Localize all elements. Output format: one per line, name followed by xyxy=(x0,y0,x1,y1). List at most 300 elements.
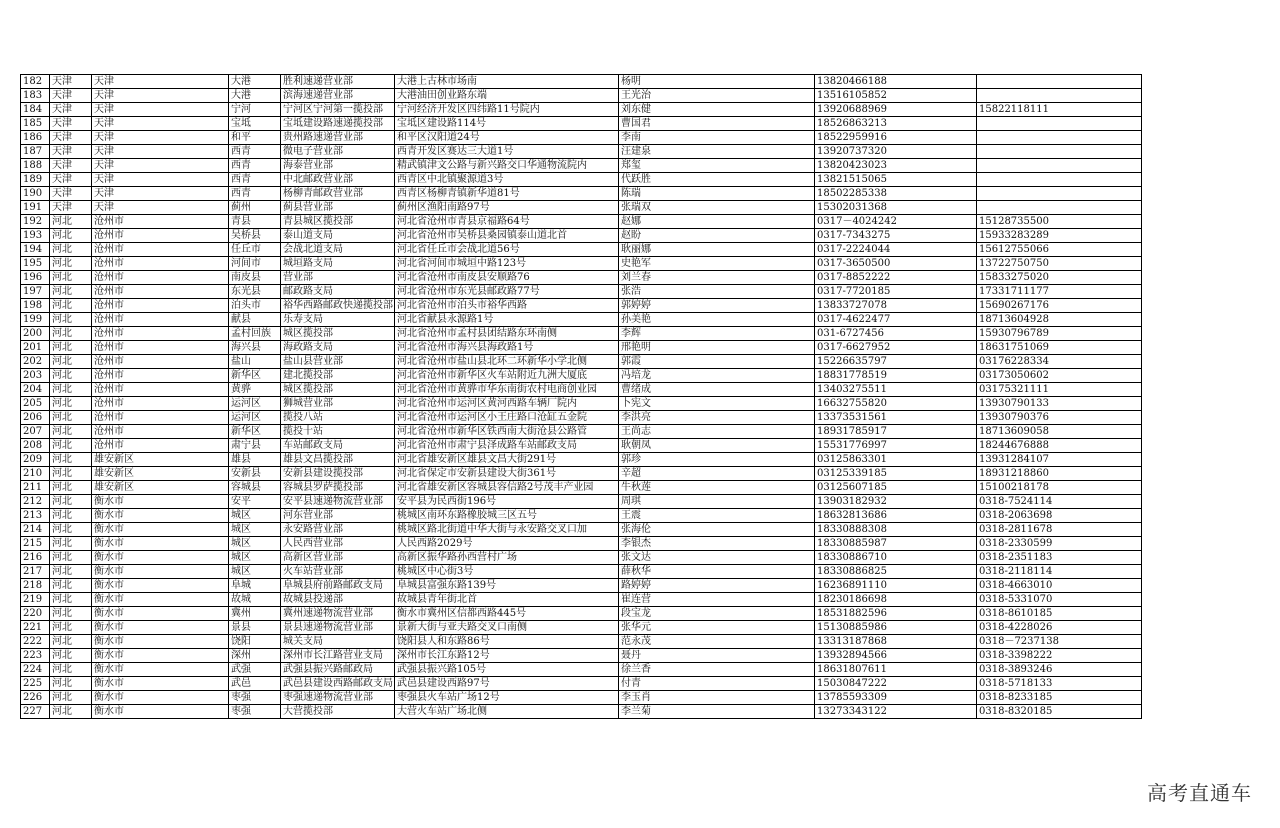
province-cell: 天津 xyxy=(50,131,92,145)
outlet-cell: 高新区营业部 xyxy=(281,551,395,565)
province-cell: 天津 xyxy=(50,145,92,159)
table-row xyxy=(21,159,1142,173)
contact-cell: 汪建泉 xyxy=(619,145,815,159)
county-cell: 武邑 xyxy=(229,677,281,691)
row-number-cell: 218 xyxy=(21,579,50,593)
contact-cell: 冯培龙 xyxy=(619,369,815,383)
phone2-cell: 15822118111 xyxy=(977,103,1142,117)
contact-cell: 张华元 xyxy=(619,621,815,635)
contact-cell: 曹绪成 xyxy=(619,383,815,397)
phone-cell: 18502285338 xyxy=(815,187,977,201)
phone2-cell: 0318-2330599 xyxy=(977,537,1142,551)
contact-cell: 杨明 xyxy=(619,75,815,89)
phone2-cell: 15100218178 xyxy=(977,481,1142,495)
city-cell: 雄安新区 xyxy=(92,481,229,495)
contact-cell: 赵盼 xyxy=(619,229,815,243)
province-cell: 天津 xyxy=(50,173,92,187)
phone2-cell xyxy=(977,145,1142,159)
outlet-cell: 车站邮政支局 xyxy=(281,439,395,453)
address-cell: 河北省河间市城垣中路123号 xyxy=(395,257,619,271)
outlet-cell: 营业部 xyxy=(281,271,395,285)
city-cell: 天津 xyxy=(92,131,229,145)
row-number-cell: 225 xyxy=(21,677,50,691)
county-cell: 安新县 xyxy=(229,467,281,481)
address-cell: 河北省保定市安新县建设大街361号 xyxy=(395,467,619,481)
city-cell: 沧州市 xyxy=(92,271,229,285)
table-row xyxy=(21,383,1142,397)
city-cell: 沧州市 xyxy=(92,285,229,299)
phone-cell: 0317-4622477 xyxy=(815,313,977,327)
address-cell: 河北省沧州市运河区小王庄路口沧缸五金院 xyxy=(395,411,619,425)
phone2-cell: 0318-3893246 xyxy=(977,663,1142,677)
phone-cell: 13785593309 xyxy=(815,691,977,705)
table-row xyxy=(21,229,1142,243)
phone-cell: 18631807611 xyxy=(815,663,977,677)
province-cell: 河北 xyxy=(50,327,92,341)
province-cell: 河北 xyxy=(50,369,92,383)
address-cell: 饶阳县人和东路86号 xyxy=(395,635,619,649)
table-row xyxy=(21,691,1142,705)
table-row xyxy=(21,621,1142,635)
table-row xyxy=(21,257,1142,271)
city-cell: 天津 xyxy=(92,75,229,89)
table-row xyxy=(21,341,1142,355)
address-cell: 河北省雄安新区雄县文昌大街291号 xyxy=(395,453,619,467)
phone-cell: 13403275511 xyxy=(815,383,977,397)
row-number-cell: 194 xyxy=(21,243,50,257)
county-cell: 南皮县 xyxy=(229,271,281,285)
table-row xyxy=(21,537,1142,551)
row-number-cell: 202 xyxy=(21,355,50,369)
city-cell: 沧州市 xyxy=(92,411,229,425)
address-cell: 大港油田创业路东端 xyxy=(395,89,619,103)
outlet-cell: 安平县速递物流营业部 xyxy=(281,495,395,509)
phone2-cell: 18713604928 xyxy=(977,313,1142,327)
province-cell: 河北 xyxy=(50,677,92,691)
phone-cell: 0317-8852222 xyxy=(815,271,977,285)
phone2-cell xyxy=(977,201,1142,215)
phone2-cell xyxy=(977,187,1142,201)
city-cell: 沧州市 xyxy=(92,313,229,327)
county-cell: 枣强 xyxy=(229,691,281,705)
city-cell: 天津 xyxy=(92,159,229,173)
row-number-cell: 200 xyxy=(21,327,50,341)
province-cell: 河北 xyxy=(50,425,92,439)
row-number-cell: 224 xyxy=(21,663,50,677)
phone2-cell: 0318-2351183 xyxy=(977,551,1142,565)
province-cell: 河北 xyxy=(50,481,92,495)
phone-cell: 03125607185 xyxy=(815,481,977,495)
outlet-cell: 宁河区宁河第一揽投部 xyxy=(281,103,395,117)
phone2-cell: 03173050602 xyxy=(977,369,1142,383)
county-cell: 新华区 xyxy=(229,369,281,383)
province-cell: 河北 xyxy=(50,299,92,313)
province-cell: 河北 xyxy=(50,313,92,327)
county-cell: 青县 xyxy=(229,215,281,229)
row-number-cell: 219 xyxy=(21,593,50,607)
province-cell: 河北 xyxy=(50,593,92,607)
phone-cell: 0317-6627952 xyxy=(815,341,977,355)
phone2-cell xyxy=(977,75,1142,89)
row-number-cell: 213 xyxy=(21,509,50,523)
table-row xyxy=(21,551,1142,565)
watermark-text: 高考直通车 xyxy=(1147,781,1252,805)
province-cell: 河北 xyxy=(50,509,92,523)
row-number-cell: 190 xyxy=(21,187,50,201)
address-cell: 阜城县富强东路139号 xyxy=(395,579,619,593)
row-number-cell: 223 xyxy=(21,649,50,663)
address-cell: 人民西路2029号 xyxy=(395,537,619,551)
table-row xyxy=(21,75,1142,89)
table-row xyxy=(21,145,1142,159)
county-cell: 饶阳 xyxy=(229,635,281,649)
row-number-cell: 205 xyxy=(21,397,50,411)
address-cell: 精武镇津文公路与新兴路交口华通物流院内 xyxy=(395,159,619,173)
outlet-cell: 海政路支局 xyxy=(281,341,395,355)
phone2-cell xyxy=(977,117,1142,131)
contact-cell: 代跃胜 xyxy=(619,173,815,187)
contact-cell: 耿朝凤 xyxy=(619,439,815,453)
outlet-cell: 会战北道支局 xyxy=(281,243,395,257)
row-number-cell: 195 xyxy=(21,257,50,271)
phone2-cell: 0318-7524114 xyxy=(977,495,1142,509)
county-cell: 深州 xyxy=(229,649,281,663)
phone2-cell: 0318-4228026 xyxy=(977,621,1142,635)
city-cell: 雄安新区 xyxy=(92,453,229,467)
city-cell: 衡水市 xyxy=(92,621,229,635)
city-cell: 沧州市 xyxy=(92,299,229,313)
table-row xyxy=(21,649,1142,663)
table-row xyxy=(21,565,1142,579)
province-cell: 河北 xyxy=(50,523,92,537)
phone-cell: 13932894566 xyxy=(815,649,977,663)
province-cell: 天津 xyxy=(50,187,92,201)
contact-cell: 卜宪文 xyxy=(619,397,815,411)
city-cell: 天津 xyxy=(92,187,229,201)
phone-cell: 18330888308 xyxy=(815,523,977,537)
outlet-cell: 杨柳青邮政营业部 xyxy=(281,187,395,201)
contact-cell: 牛秋莲 xyxy=(619,481,815,495)
table-row xyxy=(21,173,1142,187)
province-cell: 河北 xyxy=(50,439,92,453)
county-cell: 大港 xyxy=(229,75,281,89)
phone-cell: 13833727078 xyxy=(815,299,977,313)
address-cell: 西青开发区赛达三大道1号 xyxy=(395,145,619,159)
phone2-cell: 18244676888 xyxy=(977,439,1142,453)
table-row xyxy=(21,411,1142,425)
row-number-cell: 204 xyxy=(21,383,50,397)
county-cell: 蓟州 xyxy=(229,201,281,215)
outlet-cell: 蓟县营业部 xyxy=(281,201,395,215)
address-cell: 枣强县火车站广场12号 xyxy=(395,691,619,705)
outlet-cell: 火车站营业部 xyxy=(281,565,395,579)
row-number-cell: 197 xyxy=(21,285,50,299)
county-cell: 运河区 xyxy=(229,397,281,411)
city-cell: 沧州市 xyxy=(92,397,229,411)
address-cell: 西青区中北镇聚源道3号 xyxy=(395,173,619,187)
phone-cell: 0317-2224044 xyxy=(815,243,977,257)
county-cell: 和平 xyxy=(229,131,281,145)
county-cell: 安平 xyxy=(229,495,281,509)
address-cell: 安平县为民西街196号 xyxy=(395,495,619,509)
outlet-cell: 宝坻建设路速递揽投部 xyxy=(281,117,395,131)
city-cell: 天津 xyxy=(92,173,229,187)
province-cell: 河北 xyxy=(50,621,92,635)
phone-cell: 031-6727456 xyxy=(815,327,977,341)
outlet-cell: 揽投十站 xyxy=(281,425,395,439)
contact-cell: 李南 xyxy=(619,131,815,145)
address-cell: 河北省沧州市新华区火车站附近九洲大厦底 xyxy=(395,369,619,383)
contact-cell: 周琪 xyxy=(619,495,815,509)
phone-cell: 15531776997 xyxy=(815,439,977,453)
county-cell: 城区 xyxy=(229,509,281,523)
outlet-cell: 乐寿支局 xyxy=(281,313,395,327)
phone2-cell: 17331711177 xyxy=(977,285,1142,299)
row-number-cell: 220 xyxy=(21,607,50,621)
phone-cell: 13313187868 xyxy=(815,635,977,649)
address-cell: 河北省沧州市青县京福路64号 xyxy=(395,215,619,229)
contact-cell: 李银杰 xyxy=(619,537,815,551)
city-cell: 衡水市 xyxy=(92,565,229,579)
table-row xyxy=(21,103,1142,117)
outlet-cell: 泰山道支局 xyxy=(281,229,395,243)
contact-cell: 李洪亮 xyxy=(619,411,815,425)
phone2-cell: 13930790376 xyxy=(977,411,1142,425)
table-row xyxy=(21,187,1142,201)
phone2-cell: 0318-8233185 xyxy=(977,691,1142,705)
county-cell: 宝坻 xyxy=(229,117,281,131)
phone-cell: 13273343122 xyxy=(815,705,977,719)
table-row xyxy=(21,131,1142,145)
row-number-cell: 199 xyxy=(21,313,50,327)
phone2-cell: 0318-2811678 xyxy=(977,523,1142,537)
city-cell: 沧州市 xyxy=(92,383,229,397)
contact-cell: 史艳军 xyxy=(619,257,815,271)
phone-cell: 18632813686 xyxy=(815,509,977,523)
table-row xyxy=(21,89,1142,103)
table-row xyxy=(21,523,1142,537)
row-number-cell: 210 xyxy=(21,467,50,481)
contact-cell: 张海伦 xyxy=(619,523,815,537)
address-cell: 河北省献县永源路1号 xyxy=(395,313,619,327)
province-cell: 河北 xyxy=(50,229,92,243)
contact-cell: 徐兰香 xyxy=(619,663,815,677)
province-cell: 河北 xyxy=(50,635,92,649)
outlet-cell: 滨海速递营业部 xyxy=(281,89,395,103)
table-row xyxy=(21,313,1142,327)
outlet-cell: 青县城区揽投部 xyxy=(281,215,395,229)
city-cell: 沧州市 xyxy=(92,425,229,439)
phone-cell: 0317-7343275 xyxy=(815,229,977,243)
phone-cell: 13821515065 xyxy=(815,173,977,187)
phone2-cell: 15933283289 xyxy=(977,229,1142,243)
row-number-cell: 196 xyxy=(21,271,50,285)
contact-cell: 李辉 xyxy=(619,327,815,341)
outlet-cell: 安新县建设揽投部 xyxy=(281,467,395,481)
contact-cell: 郭婷婷 xyxy=(619,299,815,313)
contact-cell: 聂丹 xyxy=(619,649,815,663)
outlet-cell: 容城县罗萨揽投部 xyxy=(281,481,395,495)
phone-cell: 13516105852 xyxy=(815,89,977,103)
contact-cell: 耿丽娜 xyxy=(619,243,815,257)
county-cell: 盐山 xyxy=(229,355,281,369)
outlet-cell: 永安路营业部 xyxy=(281,523,395,537)
city-cell: 天津 xyxy=(92,145,229,159)
phone-cell: 13920737320 xyxy=(815,145,977,159)
table-row xyxy=(21,481,1142,495)
row-number-cell: 216 xyxy=(21,551,50,565)
row-number-cell: 215 xyxy=(21,537,50,551)
table-row xyxy=(21,271,1142,285)
outlet-cell: 微电子营业部 xyxy=(281,145,395,159)
table-row xyxy=(21,509,1142,523)
outlet-cell: 揽投八站 xyxy=(281,411,395,425)
phone-cell: 13820423023 xyxy=(815,159,977,173)
table-row xyxy=(21,453,1142,467)
phone-cell: 18330886825 xyxy=(815,565,977,579)
county-cell: 大港 xyxy=(229,89,281,103)
province-cell: 河北 xyxy=(50,551,92,565)
province-cell: 河北 xyxy=(50,537,92,551)
phone-cell: 18522959916 xyxy=(815,131,977,145)
phone2-cell xyxy=(977,159,1142,173)
county-cell: 西青 xyxy=(229,159,281,173)
city-cell: 沧州市 xyxy=(92,369,229,383)
row-number-cell: 189 xyxy=(21,173,50,187)
address-cell: 景新大街与亚夫路交叉口南侧 xyxy=(395,621,619,635)
address-cell: 大港上古林市场南 xyxy=(395,75,619,89)
row-number-cell: 184 xyxy=(21,103,50,117)
phone2-cell: 15833275020 xyxy=(977,271,1142,285)
phone-cell: 13903182932 xyxy=(815,495,977,509)
city-cell: 衡水市 xyxy=(92,523,229,537)
address-cell: 河北省沧州市吴桥县桑园镇泰山道北首 xyxy=(395,229,619,243)
contact-cell: 王光治 xyxy=(619,89,815,103)
phone-cell: 18330885987 xyxy=(815,537,977,551)
row-number-cell: 192 xyxy=(21,215,50,229)
contact-cell: 薛秋华 xyxy=(619,565,815,579)
phone2-cell xyxy=(977,173,1142,187)
table-row xyxy=(21,425,1142,439)
phone-cell: 15030847222 xyxy=(815,677,977,691)
outlet-cell: 大营揽投部 xyxy=(281,705,395,719)
province-cell: 河北 xyxy=(50,341,92,355)
county-cell: 肃宁县 xyxy=(229,439,281,453)
address-cell: 武邑县建设西路97号 xyxy=(395,677,619,691)
outlet-cell: 胜利速递营业部 xyxy=(281,75,395,89)
table-row xyxy=(21,117,1142,131)
phone-cell: 13920688969 xyxy=(815,103,977,117)
table-body xyxy=(21,75,1142,719)
county-cell: 西青 xyxy=(229,173,281,187)
outlet-cell: 故城县投递部 xyxy=(281,593,395,607)
city-cell: 沧州市 xyxy=(92,257,229,271)
outlet-cell: 中北邮政营业部 xyxy=(281,173,395,187)
city-cell: 沧州市 xyxy=(92,243,229,257)
phone2-cell: 0318-8320185 xyxy=(977,705,1142,719)
row-number-cell: 226 xyxy=(21,691,50,705)
city-cell: 衡水市 xyxy=(92,495,229,509)
table-row xyxy=(21,243,1142,257)
address-cell: 河北省沧州市孟村县团结路东环南侧 xyxy=(395,327,619,341)
row-number-cell: 221 xyxy=(21,621,50,635)
contact-cell: 张浩 xyxy=(619,285,815,299)
phone2-cell: 15612755066 xyxy=(977,243,1142,257)
city-cell: 衡水市 xyxy=(92,551,229,565)
city-cell: 天津 xyxy=(92,103,229,117)
table-row xyxy=(21,355,1142,369)
address-cell: 蓟州区渔阳南路97号 xyxy=(395,201,619,215)
outlet-cell: 城区揽投部 xyxy=(281,383,395,397)
phone2-cell: 03175321111 xyxy=(977,383,1142,397)
address-cell: 故城县青年街北首 xyxy=(395,593,619,607)
phone-cell: 15226635797 xyxy=(815,355,977,369)
contact-cell: 李玉肖 xyxy=(619,691,815,705)
outlet-cell: 景县速递物流营业部 xyxy=(281,621,395,635)
address-cell: 河北省沧州市南皮县安顺路76 xyxy=(395,271,619,285)
province-cell: 河北 xyxy=(50,243,92,257)
contact-cell: 张文达 xyxy=(619,551,815,565)
province-cell: 河北 xyxy=(50,285,92,299)
city-cell: 天津 xyxy=(92,89,229,103)
table-row xyxy=(21,607,1142,621)
contact-cell: 张瑞双 xyxy=(619,201,815,215)
phone-cell: 18931785917 xyxy=(815,425,977,439)
address-cell: 河北省沧州市新华区铁西南大街沧县公路管 xyxy=(395,425,619,439)
province-cell: 河北 xyxy=(50,271,92,285)
city-cell: 衡水市 xyxy=(92,663,229,677)
province-cell: 河北 xyxy=(50,565,92,579)
phone-cell: 18831778519 xyxy=(815,369,977,383)
city-cell: 衡水市 xyxy=(92,607,229,621)
table-row xyxy=(21,663,1142,677)
address-cell: 河北省沧州市海兴县海政路1号 xyxy=(395,341,619,355)
county-cell: 任丘市 xyxy=(229,243,281,257)
row-number-cell: 217 xyxy=(21,565,50,579)
phone-cell: 03125863301 xyxy=(815,453,977,467)
table-row xyxy=(21,397,1142,411)
row-number-cell: 186 xyxy=(21,131,50,145)
contact-cell: 邢艳明 xyxy=(619,341,815,355)
city-cell: 衡水市 xyxy=(92,649,229,663)
county-cell: 宁河 xyxy=(229,103,281,117)
row-number-cell: 212 xyxy=(21,495,50,509)
outlet-cell: 海泰营业部 xyxy=(281,159,395,173)
phone-cell: 13373531561 xyxy=(815,411,977,425)
row-number-cell: 191 xyxy=(21,201,50,215)
phone2-cell xyxy=(977,89,1142,103)
county-cell: 枣强 xyxy=(229,705,281,719)
table-row xyxy=(21,593,1142,607)
county-cell: 容城县 xyxy=(229,481,281,495)
phone2-cell: 0318-4663010 xyxy=(977,579,1142,593)
address-cell: 宁河经济开发区四纬路11号院内 xyxy=(395,103,619,117)
contact-cell: 付青 xyxy=(619,677,815,691)
row-number-cell: 227 xyxy=(21,705,50,719)
city-cell: 雄安新区 xyxy=(92,467,229,481)
phone2-cell xyxy=(977,131,1142,145)
phone-cell: 18230186698 xyxy=(815,593,977,607)
contact-cell: 赵娜 xyxy=(619,215,815,229)
row-number-cell: 193 xyxy=(21,229,50,243)
address-cell: 桃城区路北街道中华大街与永安路交叉口加 xyxy=(395,523,619,537)
city-cell: 衡水市 xyxy=(92,509,229,523)
address-cell: 西青区杨柳青镇新华道81号 xyxy=(395,187,619,201)
row-number-cell: 185 xyxy=(21,117,50,131)
contact-cell: 路婷婷 xyxy=(619,579,815,593)
county-cell: 城区 xyxy=(229,565,281,579)
county-cell: 孟村回族 xyxy=(229,327,281,341)
